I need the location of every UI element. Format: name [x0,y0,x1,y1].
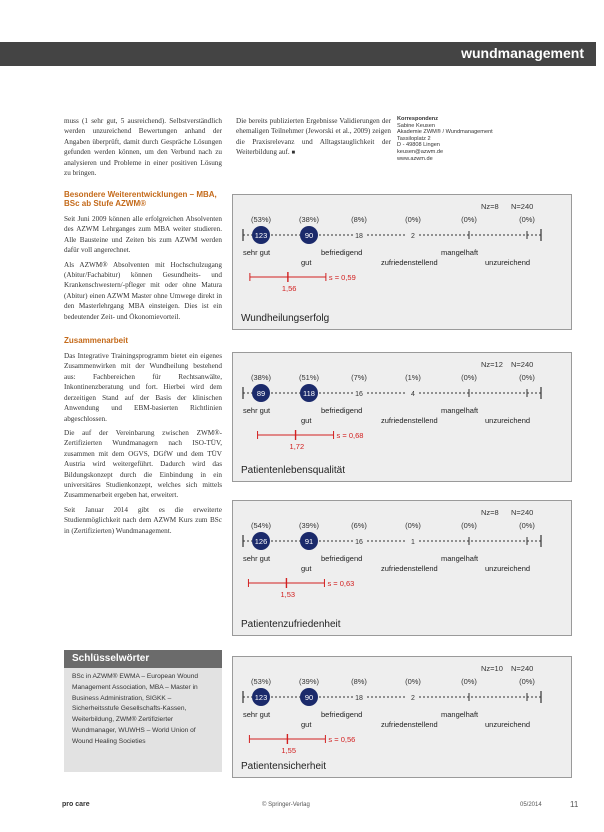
count-label: 18 [355,695,363,702]
percent-label: (0%) [461,677,477,686]
n-label: N=240 [511,202,534,211]
percent-label: (0%) [519,373,535,382]
scale-label: unzureichend [485,720,531,729]
sd-label: s = 0,68 [336,431,364,440]
paragraph: Die auf der Vereinbarung zwischen ZWM®-Zertifizierten Wundmanagern nach ISO-TÜV, zusammen mit dem OGVS, DGfW und dem TÜV Austria wird weitergeführt. Dadurch wird das Bildungskonzept durch die Einbindung in ein universitäres Studienkonzept, welches sich mittels Zusammenarbeit ergeben hat, erweitert. [64,428,222,500]
footer-journal: pro care [62,801,90,808]
chart-panel-patientenzufriedenheit [232,500,572,636]
scale-label: unzureichend [485,416,531,425]
percent-label: (0%) [461,373,477,382]
percent-label: (0%) [405,677,421,686]
header-bar [0,42,596,66]
count-label: 4 [411,391,415,398]
count-label: 18 [355,233,363,240]
nz-label: Nz=10 [481,664,503,673]
contact-box [397,116,507,162]
count-label: 90 [304,693,314,702]
percent-label: (51%) [298,373,320,382]
n-label: N=240 [511,508,534,517]
count-label: 91 [304,537,314,546]
left-intro-text: muss (1 sehr gut, 5 ausreichend). Selbstverständlich werden unzureichend Bewertungen anhand der Angaben überprüft, damit durch Gespräche Lösungen gefunden werden können, um den Verbund nach zu analysieren und Probleme in einer positiven Lösung zu bringen. [64,117,222,178]
footer-publisher: © Springer-Verlag [262,802,310,808]
percent-label: (53%) [250,215,272,224]
percent-label: (0%) [405,215,421,224]
percent-label: (38%) [298,215,320,224]
nz-label: Nz=8 [481,508,499,517]
scale-label: mangelhaft [441,406,479,415]
count-label: 1 [411,539,415,546]
paragraph: Seit Januar 2014 gibt es die erweiterte Studienmöglichkeit nach dem AZWM Kurs zum BSc in (Zertifizierten) Wundmanagement. [64,505,222,535]
sd-label: s = 0,56 [328,735,356,744]
contact-line: Sabine Keusen [397,122,435,129]
n-label: N=240 [511,360,534,369]
chart-title: Wundheilungserfolg [241,313,330,324]
mean-label: 1,72 [289,442,305,451]
count-label: 16 [355,391,363,398]
percent-label: (7%) [351,373,367,382]
percent-label: (53%) [250,677,272,686]
scale-label: mangelhaft [441,710,479,719]
scale-label: zufriedenstellend [381,416,438,425]
scale-label: sehr gut [243,554,271,563]
percent-label: (8%) [351,215,367,224]
nz-label: Nz=8 [481,202,499,211]
scale-label: sehr gut [243,248,271,257]
keywords-box [64,650,222,772]
footer-issue: 05/2014 [520,802,542,808]
scale-label: mangelhaft [441,554,479,563]
count-label: 126 [254,537,268,546]
contact-line: D - 49808 Lingen [397,142,440,149]
count-label: 89 [256,389,266,398]
percent-label: (0%) [461,521,477,530]
paragraph: Seit Juni 2009 können alle erfolgreichen Absolventen des AZWM Lehrganges zum MBA weiter studieren. Alle Bausteine und Zeiten bis zum AZWM werden dafür voll angerechnet. [64,215,222,255]
percent-label: (8%) [351,677,367,686]
chart-panel-patientenlebensqualitaet [232,352,572,482]
count-label: 123 [254,693,268,702]
count-label: 16 [355,539,363,546]
scale-label: sehr gut [243,406,271,415]
percent-label: (54%) [250,521,272,530]
percent-label: (1%) [405,373,421,382]
paragraph: Das Integrative Trainingsprogramm bietet ein eigenes Zusammenwirken mit der Wundheilung bestehend aus: Fachbereichen für Rechtsanwälte, Inkontinenzberatung und fort. Hierbei wird dem derzeitigen Stand auf der Basis der klinischen Anwendung und EBM-basierten Richtlinien abgeschlossen. [64,352,222,423]
header-title: wundmanagement [461,45,584,61]
percent-label: (0%) [519,677,535,686]
mean-label: 1,56 [281,284,297,293]
scale-label: gut [301,416,312,425]
rating-chart [233,657,571,777]
percent-label: (0%) [461,215,477,224]
scale-label: befriedigend [321,554,363,563]
scale-label: befriedigend [321,710,363,719]
rating-chart [233,501,571,635]
percent-label: (0%) [519,521,535,530]
scale-label: unzureichend [485,258,531,267]
scale-label: mangelhaft [441,248,479,257]
end-mark: ■ [291,150,296,157]
percent-label: (38%) [250,373,272,382]
mean-label: 1,53 [280,590,296,599]
chart-panel-patientensicherheit [232,656,572,778]
scale-label: gut [301,720,312,729]
percent-label: (39%) [298,677,320,686]
sd-label: s = 0,63 [327,579,355,588]
percent-label: (0%) [519,215,535,224]
contact-heading: Korrespondenz [397,116,439,122]
count-label: 118 [303,389,315,398]
chart-title: Patientensicherheit [241,761,327,772]
section-heading: Zusammenarbeit [64,336,129,346]
left-column [64,190,222,536]
scale-label: sehr gut [243,710,271,719]
mean-label: 1,55 [281,746,297,755]
scale-label: zufriedenstellend [381,258,438,267]
n-label: N=240 [511,664,534,673]
chart-title: Patientenzufriedenheit [241,619,341,630]
rating-chart [233,353,571,481]
middle-intro-body: Die bereits publizierten Ergebnisse Validierungen der ehemaligen Teilnehmer (Jeworski et al., 2009) zeigen die Praxisrelevanz und Alltagstauglichkeit der Weiterbildung auf. [236,117,391,157]
scale-label: unzureichend [485,564,531,573]
nz-label: Nz=12 [481,360,503,369]
count-label: 2 [411,695,415,702]
percent-label: (39%) [298,521,320,530]
count-label: 2 [411,233,415,240]
percent-label: (0%) [405,521,421,530]
chart-title: Patientenlebensqualität [241,465,345,476]
contact-line: Akademie ZWM® / Wundmanagement [397,129,493,136]
scale-label: gut [301,564,312,573]
scale-label: befriedigend [321,406,363,415]
contact-line: Tassiloplatz 2 [397,135,431,142]
sd-label: s = 0,59 [328,273,356,282]
keywords-title: Schlüsselwörter [64,650,222,668]
scale-label: zufriedenstellend [381,564,438,573]
contact-line: www.azwm.de [397,155,433,162]
rating-chart [233,195,571,329]
scale-label: zufriedenstellend [381,720,438,729]
keywords-text: BSc in AZWM® EWMA – European Wound Management Association, MBA – Master in Business Administration, SIGKK – Sicherheitsstufe Gesellschafts-Kassen, Weiterbildung, ZWM® Zertifizierter Wundmanager, WUWHS – World Union of Wound Healing Societies [72,673,199,745]
contact-line: keusen@azwm.de [397,148,444,155]
chart-panel-wundheilungserfolg [232,194,572,330]
section-heading: Besondere Weiterentwicklungen – MBA, BSc ab Stufe AZWM® [64,190,217,208]
scale-label: gut [301,258,312,267]
page-number: 11 [570,800,579,809]
count-label: 123 [254,231,268,240]
middle-intro-text [236,116,391,159]
count-label: 90 [304,231,314,240]
scale-label: befriedigend [321,248,363,257]
paragraph: Als AZWM® Absolventen mit Hochschulzugang (Abitur/Fachabitur) können Gesundheits- und Krankenschwestern/-pfleger mit oder ohne Matura (Abitur) einen AZWM Master ohne Umwege direkt in den Masterlehrgang MBA einsteigen. Dies ist ein bedeutender Zeit- und Ökonomievorteil. [64,260,222,321]
percent-label: (6%) [351,521,367,530]
